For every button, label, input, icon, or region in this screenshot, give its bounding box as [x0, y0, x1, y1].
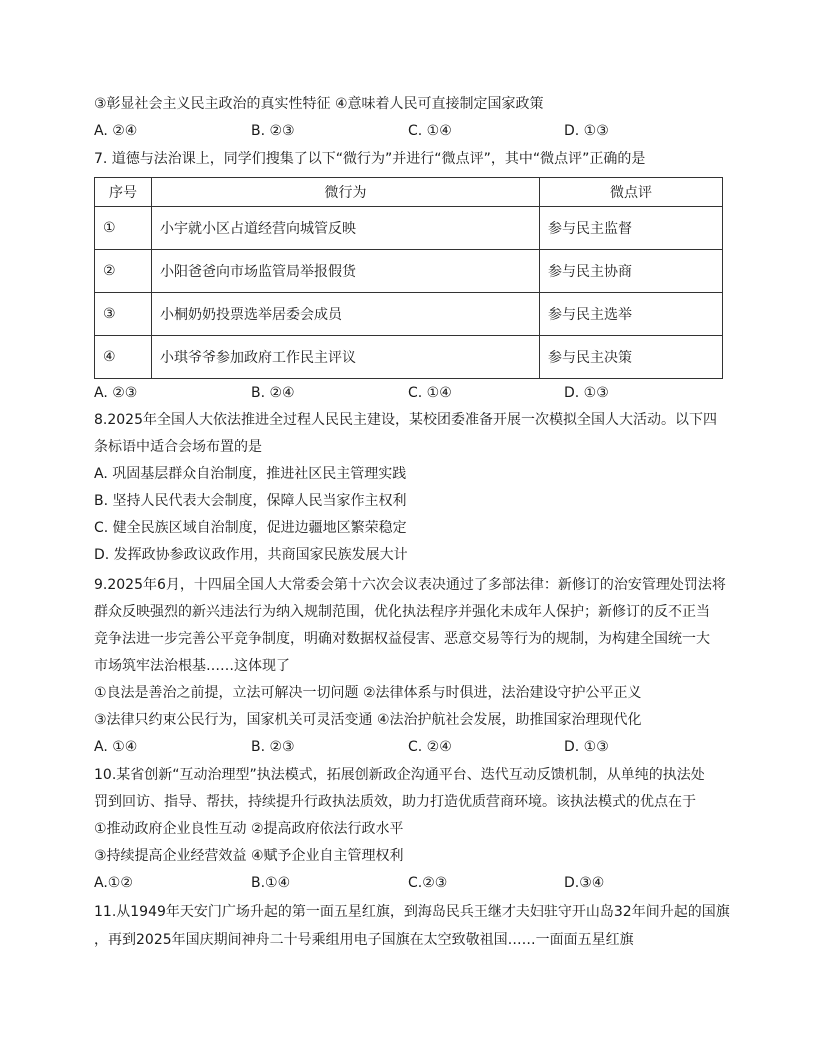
row-comment: 参与民主选举 [540, 293, 723, 336]
q8-option-a[interactable]: A. 巩固基层群众自治制度，推进社区民主管理实践 [94, 466, 407, 482]
q9-stem-line: 群众反映强烈的新兴违法行为纳入规制范围，优化执法程序并强化未成年人保护；新修订的反不正当 [94, 604, 710, 620]
q6-item-line: ③彰显社会主义民主政治的真实性特征 ④意味着人民可直接制定国家政策 [94, 96, 544, 112]
q7-option-a[interactable]: A. ②③ [94, 385, 138, 401]
q6-option-d[interactable]: D. ①③ [564, 123, 609, 139]
table-header-row [95, 178, 723, 207]
row-behavior: 小琪爷爷参加政府工作民主评议 [152, 336, 540, 379]
q8-option-b[interactable]: B. 坚持人民代表大会制度，保障人民当家作主权利 [94, 493, 407, 509]
header-index: 序号 [95, 178, 152, 207]
table-row [95, 293, 723, 336]
q8-stem-line: 8.2025年全国人大依法推进全过程人民民主建设，某校团委准备开展一次模拟全国人大活动。以下四 [94, 412, 717, 428]
q7-option-d[interactable]: D. ①③ [564, 385, 609, 401]
row-comment: 参与民主监督 [540, 207, 723, 250]
q8-option-d[interactable]: D. 发挥政协参政议政作用，共商国家民族发展大计 [94, 547, 408, 563]
q10-item-line: ①推动政府企业良性互动 ②提高政府依法行政水平 [94, 821, 404, 837]
row-index: ④ [95, 336, 152, 379]
q10-option-c[interactable]: C.②③ [408, 875, 448, 891]
row-index: ② [95, 250, 152, 293]
row-behavior: 小桐奶奶投票选举居委会成员 [152, 293, 540, 336]
q9-stem-line: 市场筑牢法治根基……这体现了 [94, 658, 290, 674]
q10-option-a[interactable]: A.①② [94, 875, 133, 891]
q10-item-line: ③持续提高企业经营效益 ④赋予企业自主管理权利 [94, 848, 404, 864]
table-row [95, 250, 723, 293]
q10-stem-line: 10.某省创新“互动治理型”执法模式，拓展创新政企沟通平台、迭代互动反馈机制，从单纯的执法处 [94, 767, 705, 783]
q6-option-a[interactable]: A. ②④ [94, 123, 138, 139]
row-behavior: 小宇就小区占道经营向城管反映 [152, 207, 540, 250]
q10-option-d[interactable]: D.③④ [564, 875, 605, 891]
q8-stem-line: 条标语中适合会场布置的是 [94, 439, 262, 455]
q11-stem-line: ，再到2025年国庆期间神舟二十号乘组用电子国旗在太空致敬祖国……一面面五星红旗 [94, 932, 634, 948]
q6-option-b[interactable]: B. ②③ [251, 123, 295, 139]
q7-table [94, 177, 723, 379]
q10-options [94, 873, 734, 893]
q9-item-line: ③法律只约束公民行为，国家机关可灵活变通 ④法治护航社会发展，助推国家治理现代化 [94, 712, 642, 728]
q9-item-line: ①良法是善治之前提，立法可解决一切问题 ②法律体系与时俱进，法治建设守护公平正义 [94, 685, 642, 701]
q6-option-c[interactable]: C. ①④ [408, 123, 452, 139]
q6-options [94, 121, 734, 141]
q7-option-c[interactable]: C. ①④ [408, 385, 452, 401]
q9-option-b[interactable]: B. ②③ [251, 739, 295, 755]
q9-stem-line: 竞争法进一步完善公平竞争制度，明确对数据权益侵害、恶意交易等行为的规制，为构建全国统一大 [94, 631, 710, 647]
q9-option-c[interactable]: C. ②④ [408, 739, 452, 755]
row-behavior: 小阳爸爸向市场监管局举报假货 [152, 250, 540, 293]
row-comment: 参与民主协商 [540, 250, 723, 293]
q7-stem: 7. 道德与法治课上，同学们搜集了以下“微行为”并进行“微点评”，其中“微点评”正确的是 [94, 151, 646, 167]
q7-options [94, 383, 734, 403]
row-index: ③ [95, 293, 152, 336]
q9-option-d[interactable]: D. ①③ [564, 739, 609, 755]
row-index: ① [95, 207, 152, 250]
q9-options [94, 737, 734, 757]
table-row [95, 207, 723, 250]
q9-stem-line: 9.2025年6月，十四届全国人大常委会第十六次会议表决通过了多部法律：新修订的治安管理处罚法将 [94, 577, 726, 593]
q10-option-b[interactable]: B.①④ [251, 875, 291, 891]
header-comment: 微点评 [540, 178, 723, 207]
table-row [95, 336, 723, 379]
header-behavior: 微行为 [152, 178, 540, 207]
q8-option-c[interactable]: C. 健全民族区域自治制度，促进边疆地区繁荣稳定 [94, 520, 407, 536]
q10-stem-line: 罚到回访、指导、帮扶，持续提升行政执法质效，助力打造优质营商环境。该执法模式的优点在于 [94, 794, 696, 810]
q9-option-a[interactable]: A. ①④ [94, 739, 138, 755]
row-comment: 参与民主决策 [540, 336, 723, 379]
q7-option-b[interactable]: B. ②④ [251, 385, 295, 401]
q11-stem-line: 11.从1949年天安门广场升起的第一面五星红旗，到海岛民兵王继才夫妇驻守开山岛32年间升起的国旗 [94, 904, 730, 920]
